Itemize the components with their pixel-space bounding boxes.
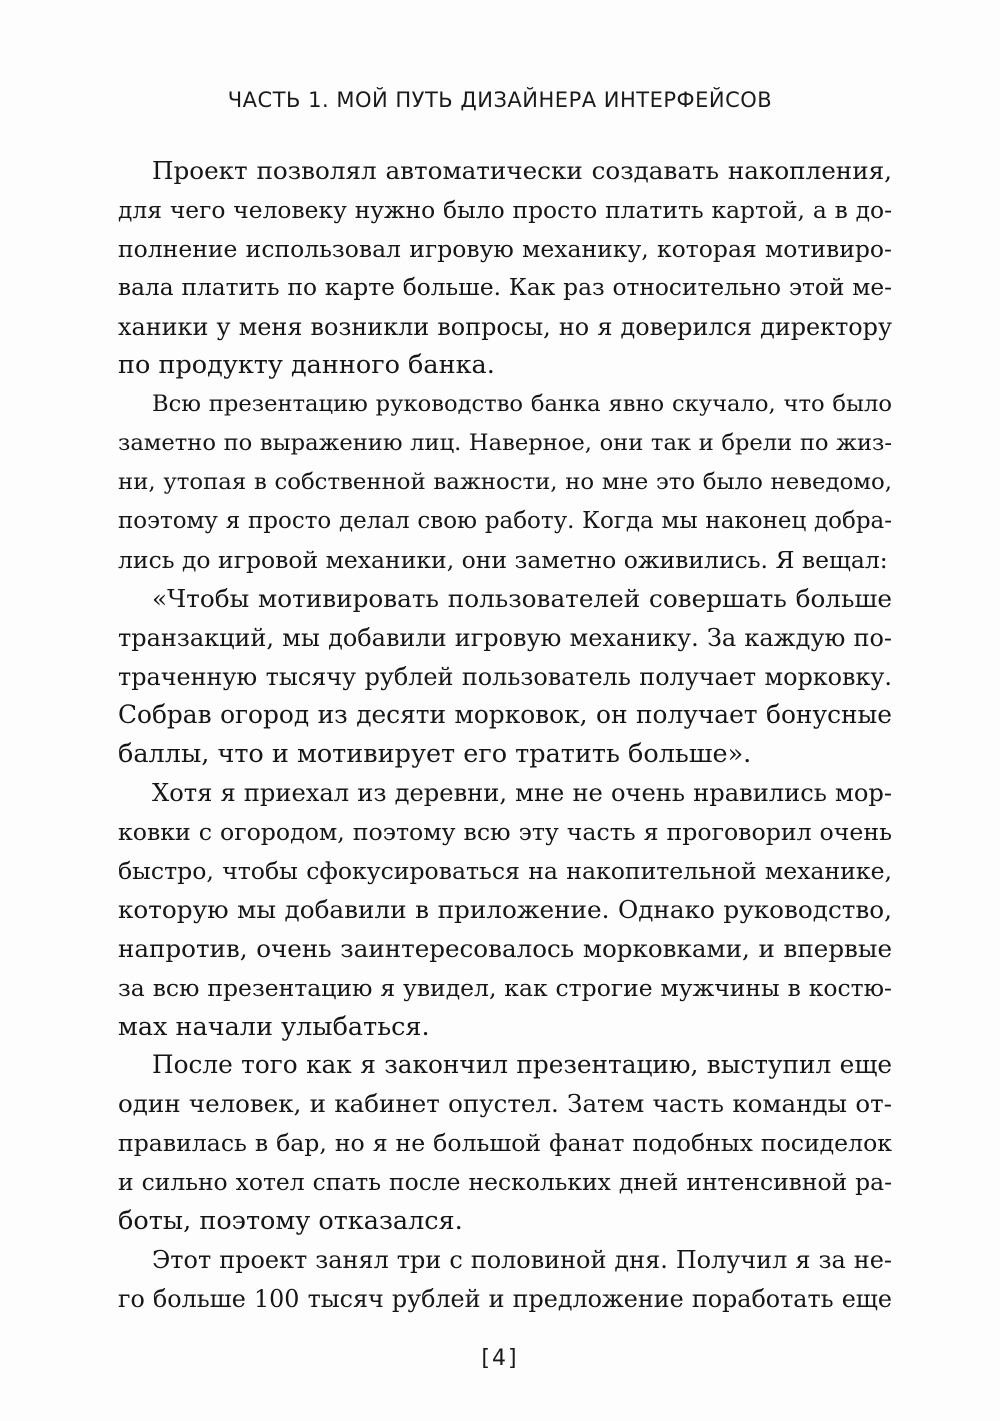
paragraph <box>118 385 892 579</box>
text-line: После того как я закончил презентацию, выступил еще <box>152 1050 892 1080</box>
text-line: заметно по выражению лиц. Наверное, они так и брели по жиз- <box>118 430 892 457</box>
text-line: поэтому я просто делал свою работу. Когда мы наконец добра- <box>118 508 892 535</box>
text-line: лись до игровой механики, они заметно оживились. Я вещал: <box>118 545 888 574</box>
text-line: транзакций, мы добавили игровую механику. За каждую по- <box>118 623 892 652</box>
text-line: баллы, что и мотивирует его тратить больше». <box>118 739 752 770</box>
text-line: полнение использовал игровую механику, которая мотивиро- <box>118 234 892 263</box>
text-line: «Чтобы мотивировать пользователей совершать больше <box>152 583 892 613</box>
text-line: Хотя я приехал из деревни, мне не очень нравились мор- <box>152 779 892 808</box>
paragraph <box>118 1046 892 1240</box>
paragraph <box>118 774 892 1046</box>
body-text <box>118 152 892 1319</box>
text-line: Этот проект занял три с половиной дня. Получил я за не- <box>152 1245 892 1274</box>
text-line: за всю презентацию я увидел, как строгие мужчины в костю- <box>118 973 892 1002</box>
text-line: для чего человеку нужно было просто платить картой, а в до- <box>118 195 892 224</box>
text-line: мах начали улыбаться. <box>118 1011 430 1042</box>
text-line: правилась в бар, но я не большой фанат подобных посиделок <box>118 1129 892 1158</box>
text-line: Проект позволял автоматически создавать накопления, <box>152 156 892 185</box>
text-line: ковки с огородом, поэтому всю эту часть я проговорил очень <box>118 818 892 847</box>
text-line: напротив, очень заинтересовалось морковками, и впервые <box>118 933 892 963</box>
text-line: боты, поэтому отказался. <box>118 1206 463 1237</box>
text-line: го больше 100 тысяч рублей и предложение поработать еще <box>118 1284 892 1313</box>
text-line: вала платить по карте больше. Как раз относительно этой ме- <box>118 273 892 301</box>
text-line: ханики у меня возникли вопросы, но я доверился директору <box>118 312 892 341</box>
text-line: быстро, чтобы сфокусироваться на накопительной механике, <box>118 857 892 886</box>
text-line: траченную тысячу рублей пользователь получает морковку. <box>118 662 892 691</box>
running-head: ЧАСТЬ 1. МОЙ ПУТЬ ДИЗАЙНЕРА ИНТЕРФЕЙСОВ <box>227 88 773 112</box>
paragraph <box>118 580 892 774</box>
text-line: Всю презентацию руководство банка явно скучало, что было <box>152 391 892 418</box>
text-line: Собрав огород из десяти морковок, он получает бонусные <box>118 700 892 730</box>
text-line: ни, утопая в собственной важности, но мне это было неведомо, <box>118 469 892 496</box>
text-line: которую мы добавили в приложение. Однако руководство, <box>118 894 892 924</box>
text-line: и сильно хотел спать после нескольких дней интенсивной ра- <box>118 1168 892 1197</box>
text-line: один человек, и кабинет опустел. Затем часть команды от- <box>118 1089 892 1119</box>
paragraph <box>118 152 892 385</box>
paragraph <box>118 1241 892 1319</box>
text-line: по продукту данного банка. <box>118 350 495 381</box>
page-number: [4] <box>481 1346 519 1371</box>
